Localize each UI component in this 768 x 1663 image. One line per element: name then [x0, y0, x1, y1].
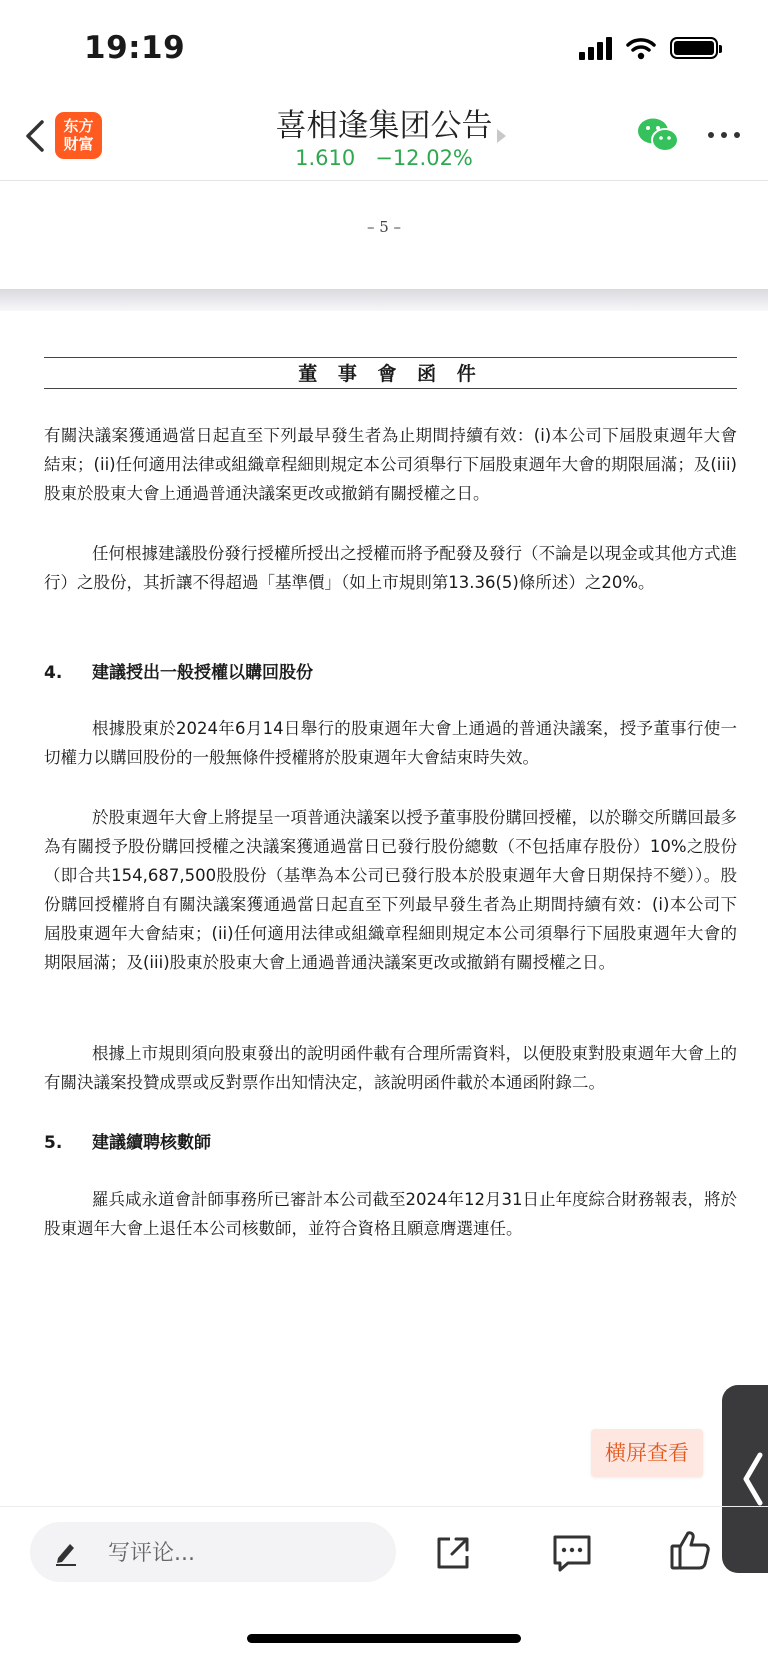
pencil-icon: [52, 1538, 80, 1566]
share-icon[interactable]: [432, 1532, 474, 1574]
status-bar: [0, 0, 768, 100]
stock-change: −12.02%: [375, 146, 473, 170]
section-number: 4.: [44, 663, 63, 683]
header: [0, 100, 768, 180]
paragraph-mandate-expiry: 根據股東於2024年6月14日舉行的股東週年大會上通過的普通決議案，授予董事行使一切權力以購回股份的一般無條件授權將於股東週年大會結束時失效。: [44, 719, 737, 767]
home-indicator: [247, 1634, 521, 1643]
chevron-left-icon: [736, 1449, 768, 1509]
side-drawer-tab[interactable]: [722, 1385, 768, 1573]
heading-rule-top: [44, 357, 737, 358]
wifi-icon: [626, 36, 656, 60]
comment-input[interactable]: [30, 1522, 396, 1582]
signal-icon: [579, 36, 612, 60]
section-heading-5: [44, 1128, 737, 1153]
title-caret-icon[interactable]: [497, 129, 506, 143]
status-time: 19:19: [84, 30, 186, 66]
status-icons: [579, 36, 718, 60]
header-divider: [0, 180, 768, 181]
section-title: 建議授出一般授權以購回股份: [92, 663, 313, 683]
comment-placeholder: 写评论...: [108, 1541, 195, 1566]
paragraph-repurchase-mandate: 於股東週年大會上將提呈一項普通決議案以授予董事股份購回授權，以於聯交所購回最多為有關授予股份購回授權之決議案獲通過當日已發行股份總數（不包括庫存股份）10%之股份（即合共154,687,500股股份（基準為本公司已發行股本於股東週年大會日期保持不變））。股份購回授權將自有關決議案獲通過當日起直至下列最早發生者為止期間持續有效：(i)本公司下屆股東週年大會結束；(ii)任何適用法律或組織章程細則規定本公司須舉行下屆股東週年大會的期限屆滿；及(iii)股東於股東大會上通過普通決議案更改或撤銷有關授權之日。: [44, 808, 737, 972]
page-separator: [0, 289, 768, 311]
section-heading-4: [44, 658, 737, 683]
battery-icon: [670, 37, 718, 59]
document-heading: 董 事 會 函 件: [298, 363, 483, 385]
landscape-view-button[interactable]: 横屏查看: [591, 1429, 703, 1477]
stock-price: 1.610: [295, 146, 356, 170]
paragraph-discount: 任何根據建議股份發行授權所授出之授權而將予配發及發行（不論是以現金或其他方式進行）之股份，其折讓不得超過「基準價」（如上市規則第13.36(5)條所述）之20%。: [44, 544, 737, 592]
paragraph-explanatory: 根據上市規則須向股東發出的說明函件載有合理所需資料，以便股東對股東週年大會上的有關決議案投贊成票或反對票作出知情決定，該說明函件載於本通函附錄二。: [44, 1044, 737, 1092]
page-number: – 5 –: [366, 218, 402, 236]
heading-rule-bottom: [44, 388, 737, 389]
paragraph-validity: 有關決議案獲通過當日起直至下列最早發生者為止期間持續有效：(i)本公司下屆股東週年大會結束；(ii)任何適用法律或組織章程細則規定本公司須舉行下屆股東週年大會的期限屆滿；及(iii)股東於股東大會上通過普通決議案更改或撤銷有關授權之日。: [44, 426, 737, 503]
app-logo[interactable]: 东方 财富: [55, 112, 102, 159]
more-icon[interactable]: [708, 132, 740, 138]
page-title: 喜相逢集团公告: [275, 108, 493, 144]
section-number: 5.: [44, 1133, 63, 1153]
section-title: 建議續聘核數師: [92, 1133, 211, 1153]
message-icon[interactable]: [550, 1532, 594, 1574]
paragraph-auditor: 羅兵咸永道會計師事務所已審計本公司截至2024年12月31日止年度綜合財務報表，將於股東週年大會上退任本公司核數師，並符合資格且願意膺選連任。: [44, 1190, 737, 1238]
bottom-divider: [0, 1506, 768, 1507]
like-icon[interactable]: [668, 1528, 712, 1572]
wechat-icon[interactable]: [636, 116, 680, 154]
